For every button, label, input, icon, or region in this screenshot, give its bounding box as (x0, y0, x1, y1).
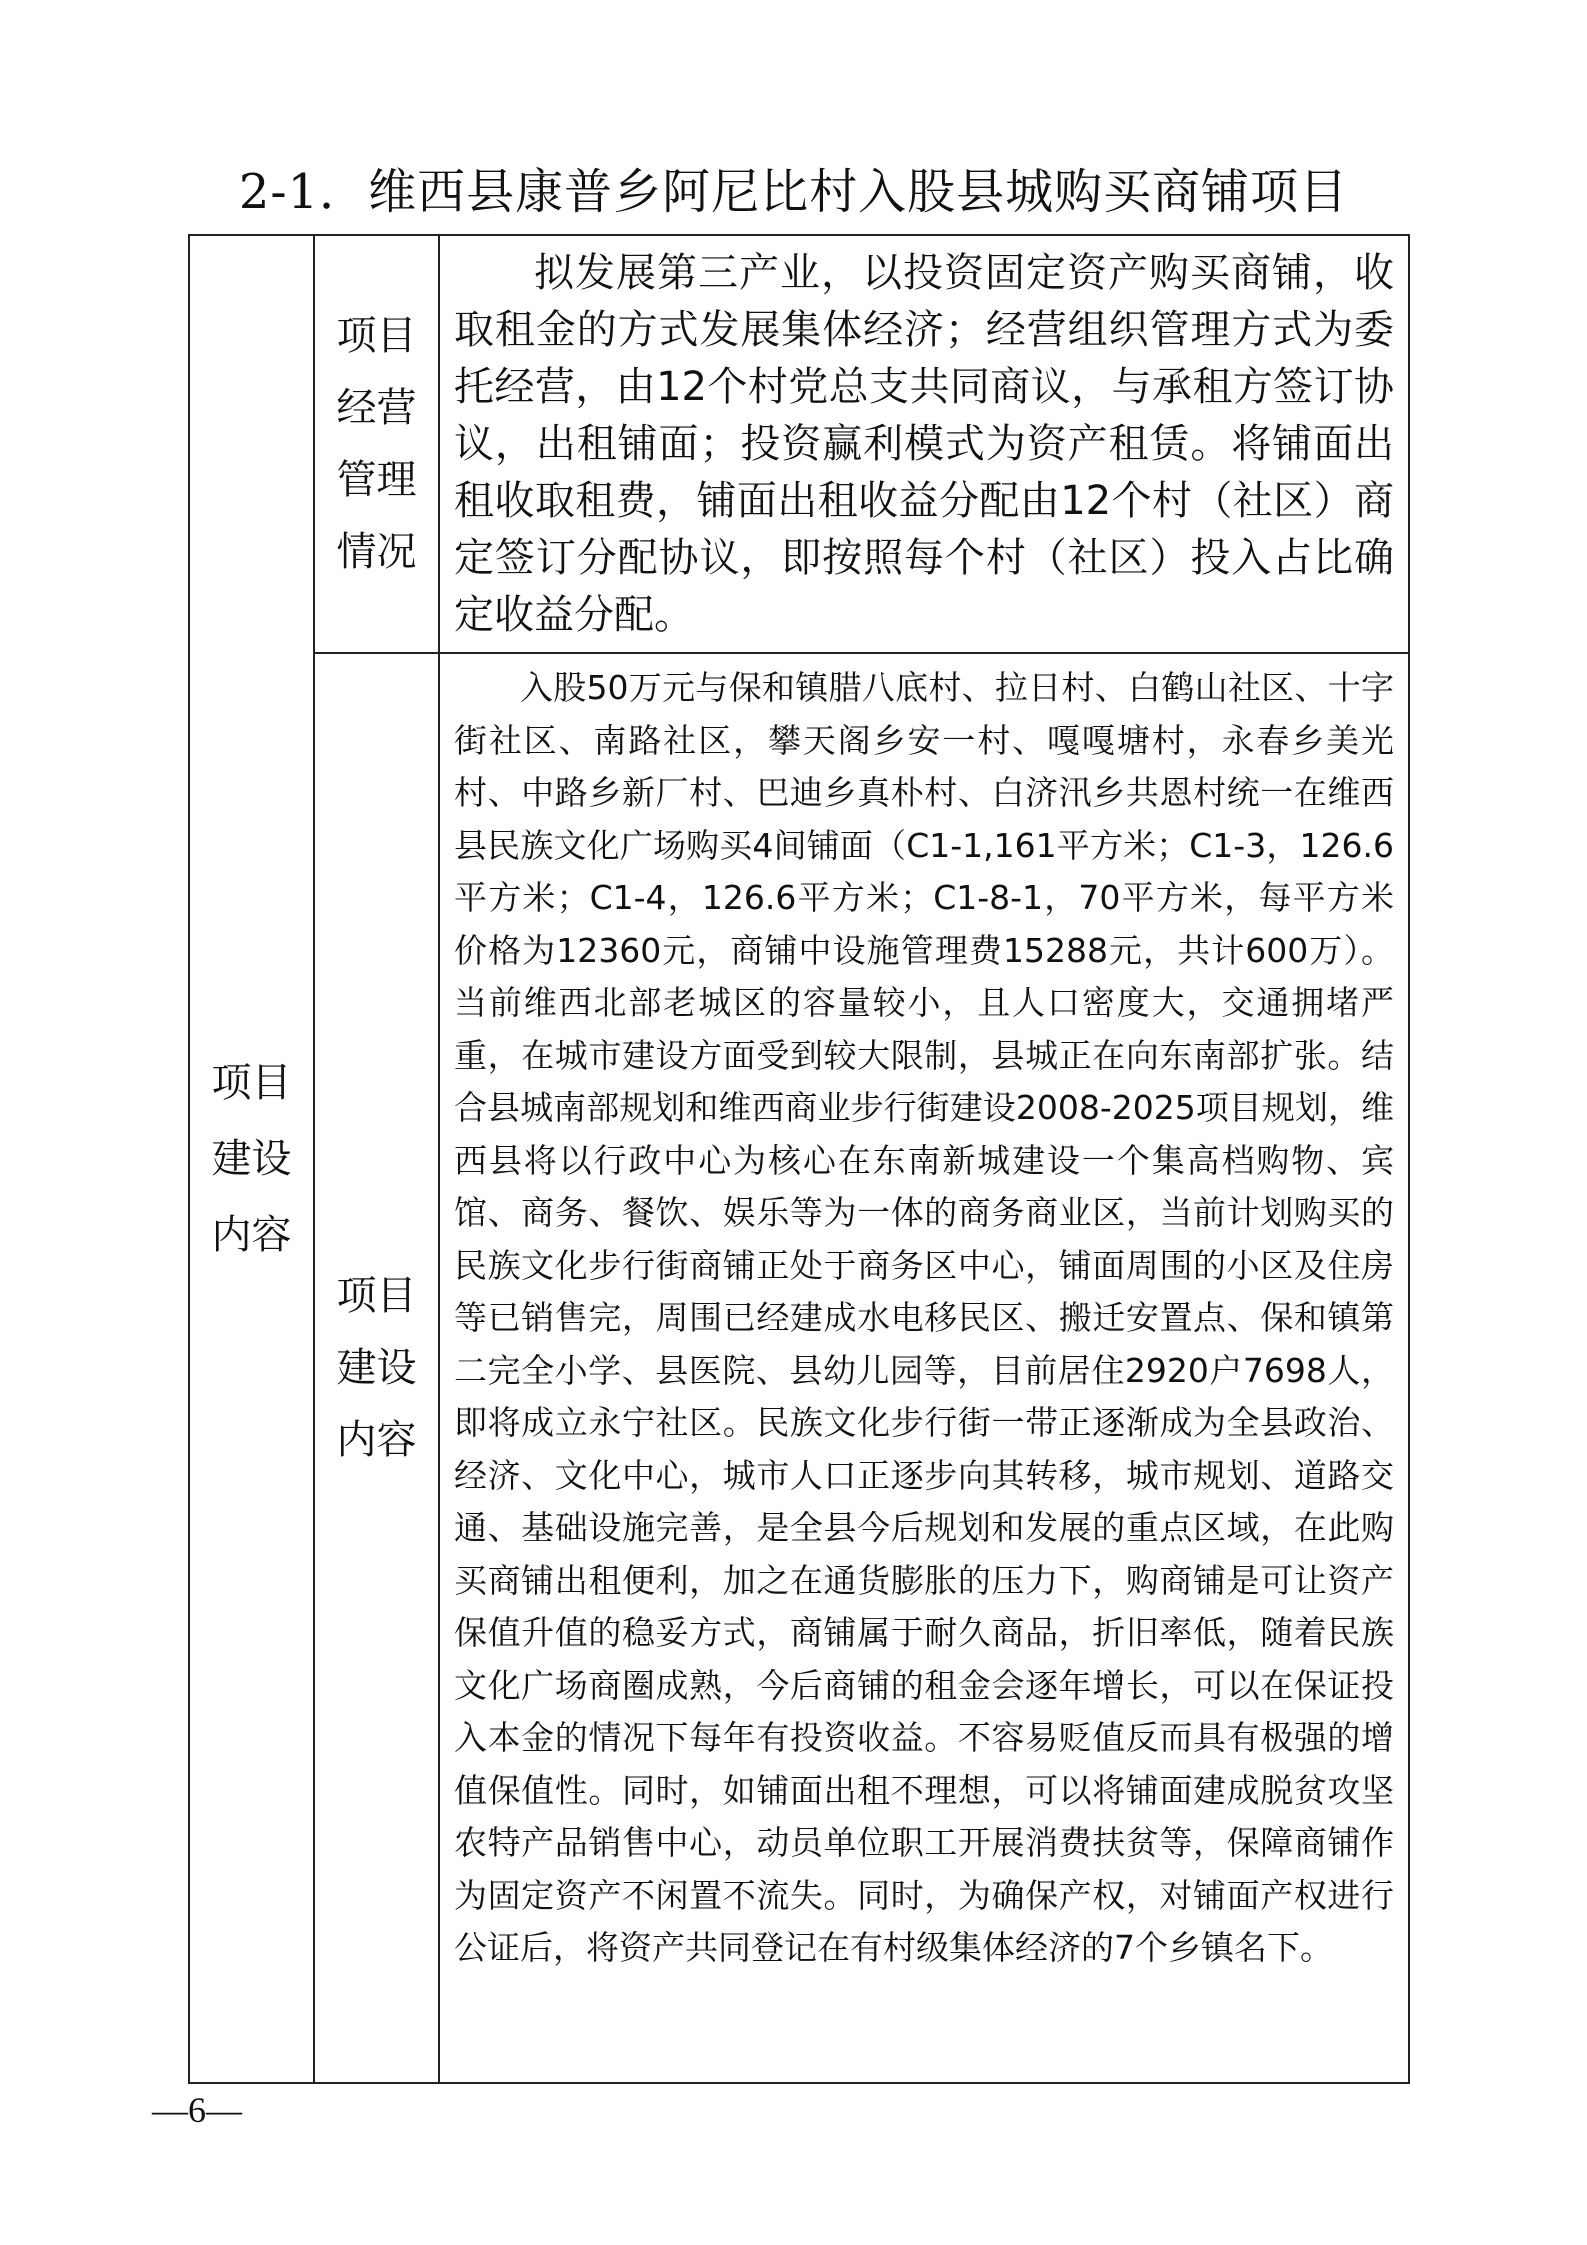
document-title: 2-1．维西县康普乡阿尼比村入股县城购买商铺项目 (238, 164, 1349, 220)
management-label-cell (314, 235, 439, 653)
construction-label-line: 项目 (336, 1273, 417, 1319)
management-content-cell (439, 235, 1409, 653)
management-content-text: 拟发展第三产业，以投资固定资产购买商铺，收取租金的方式发展集体经济；经营组织管理方式为委托经营，由12个村党总支共同商议，与承租方签订协议，出租铺面；投资赢利模式为资产租赁。将铺面出租收取租费，铺面出租收益分配由12个村（社区）商定签订分配协议，即按照每个村（社区）投入占比确定收益分配。 (454, 249, 1394, 638)
construction-label-line: 内容 (336, 1417, 417, 1463)
outer-label-cell (189, 235, 314, 2083)
outer-label-line: 内容 (211, 1212, 292, 1258)
table-row-construction (189, 653, 1409, 2083)
management-label-line: 情况 (336, 529, 417, 575)
management-label-line: 项目 (336, 313, 417, 359)
table-row-management (189, 235, 1409, 653)
project-table (188, 234, 1410, 2084)
management-label-line: 经营 (336, 385, 417, 431)
management-label-line: 管理 (336, 457, 417, 503)
construction-content-cell (439, 653, 1409, 2083)
outer-label-line: 建设 (211, 1136, 292, 1182)
outer-label-line: 项目 (211, 1060, 292, 1106)
construction-content-text: 入股50万元与保和镇腊八底村、拉日村、白鹤山社区、十字街社区、南路社区，攀天阁乡安一村、嘎嘎塘村，永春乡美光村、中路乡新厂村、巴迪乡真朴村、白济汛乡共恩村统一在维西县民族文化广场购买4间铺面（C1-1,161平方米；C1-3，126.6平方米；C1-4，126.6平方米；C1-8-1，70平方米，每平方米价格为12360元，商铺中设施管理费15288元，共计600万）。当前维西北部老城区的容量较小，且人口密度大，交通拥堵严重，在城市建设方面受到较大限制，县城正在向东南部扩张。结合县城南部规划和维西商业步行街建设2008-2025项目规划，维西县将以行政中心为核心在东南新城建设一个集高档购物、宾馆、商务、餐饮、娱乐等为一体的商务商业区，当前计划购买的民族文化步行街商铺正处于商务区中心，铺面周围的小区及住房等已销售完，周围已经建成水电移民区、搬迁安置点、保和镇第二完全小学、县医院、县幼儿园等，目前居住2920户7698人，即将成立永宁社区。民族文化步行街一带正逐渐成为全县政治、经济、文化中心，城市人口正逐步向其转移，城市规划、道路交通、基础设施完善，是全县今后规划和发展的重点区域，在此购买商铺出租便利，加之在通货膨胀的压力下，购商铺是可让资产保值升值的稳妥方式，商铺属于耐久商品，折旧率低，随着民族文化广场商圈成熟，今后商铺的租金会逐年增长，可以在保证投入本金的情况下每年有投资收益。不容易贬值反而具有极强的增值保值性。同时，如铺面出租不理想，可以将铺面建成脱贫攻坚农特产品销售中心，动员单位职工开展消费扶贫等，保障商铺作为固定资产不闲置不流失。同时，为确保产权，对铺面产权进行公证后，将资产共同登记在有村级集体经济的7个乡镇名下。 (454, 668, 1394, 1967)
page-number: —6— (152, 2090, 242, 2130)
construction-label-cell (314, 653, 439, 2083)
construction-label-line: 建设 (336, 1345, 417, 1391)
